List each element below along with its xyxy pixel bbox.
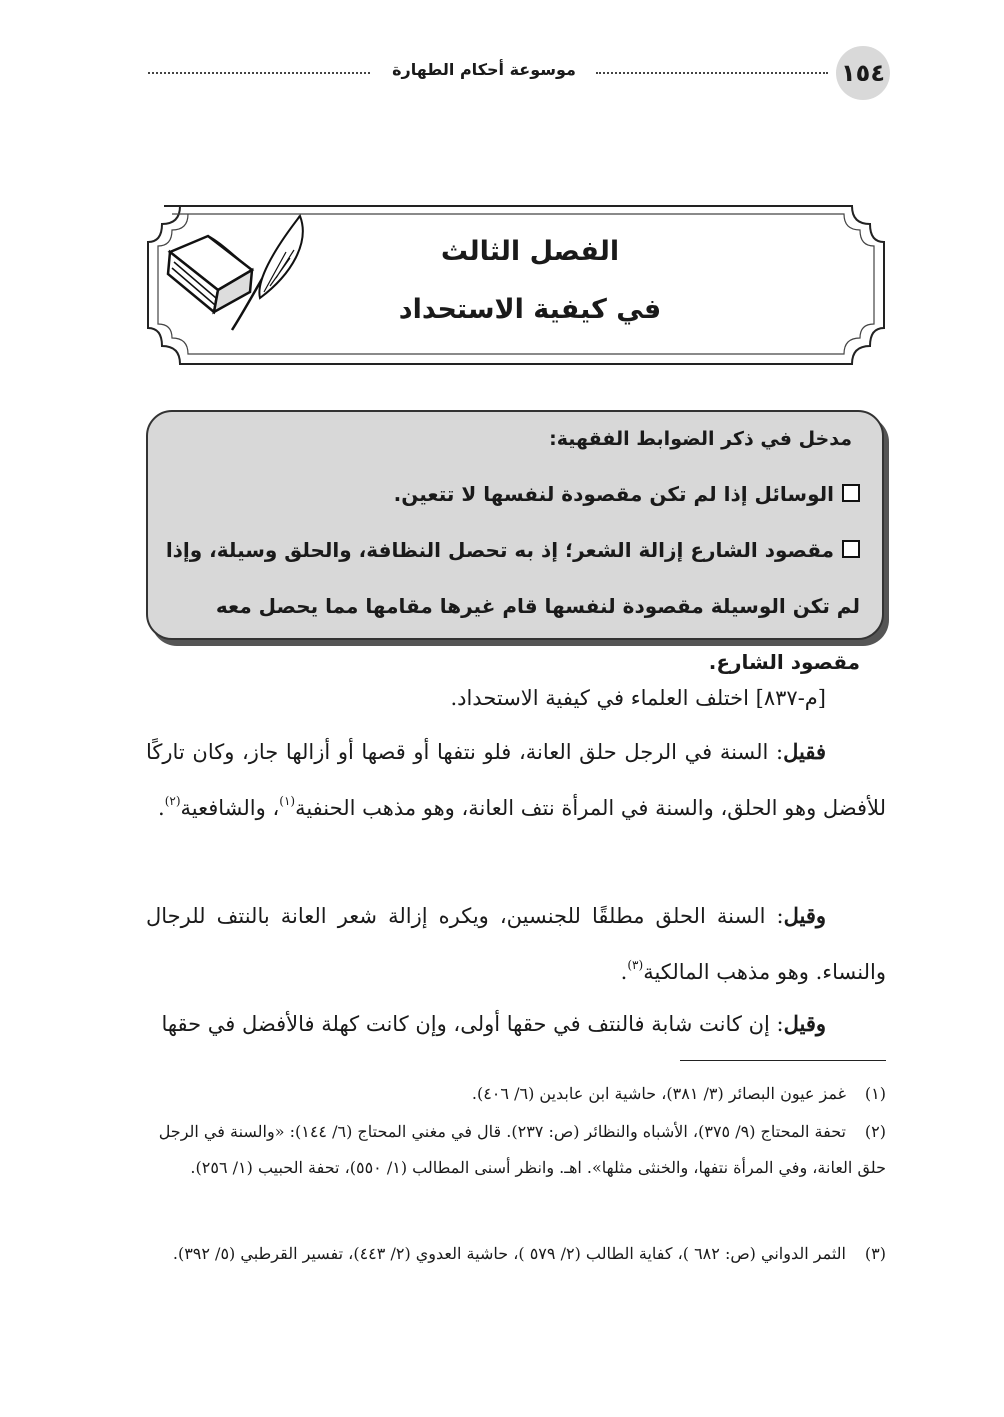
footnote-text: الثمر الدواني (ص: ٦٨٢ )، كفاية الطالب (٢/ ٥٧٩ )، حاشية العدوي (٢/ ٤٤٣)، تفسير القرطبي (٥/ ٣٩٢).	[172, 1244, 846, 1263]
rule-item	[170, 466, 860, 522]
opinion-lead: فقيل	[783, 739, 826, 764]
rule-text: مقصود الشارع إزالة الشعر؛ إذ به تحصل النظافة، والحلق وسيلة، وإذا لم تكن الوسيلة مقصودة لنفسها قام غيرها مقامها مما يحصل معه مقصود الشارع.	[165, 538, 860, 674]
footnote-text: غمز عيون البصائر (٣/ ٣٨١)، حاشية ابن عابدين (٦/ ٤٠٦).	[471, 1084, 846, 1103]
opinion-text-end: .	[620, 960, 628, 984]
opinion-text-end: .	[158, 796, 165, 820]
footnote-ref[interactable]: (٢)	[164, 794, 181, 808]
footnote-separator	[680, 1060, 886, 1061]
checkbox-bullet-icon	[842, 484, 860, 502]
rule-text: الوسائل إذا لم تكن مقصودة لنفسها لا تتعين.	[393, 482, 834, 506]
running-title: موسوعة أحكام الطهارة	[392, 60, 576, 79]
footnote	[146, 1236, 886, 1272]
chapter-title: الفصل الثالث	[440, 236, 620, 267]
intro-paragraph: [م-٨٣٧] اختلف العلماء في كيفية الاستحداد.	[450, 686, 826, 710]
opinion-text: : إن كانت شابة فالنتف في حقها أولى، وإن كانت كهلة فالأفضل في حقها	[161, 1012, 784, 1036]
header-dotted-rule-right	[596, 72, 828, 74]
opinion-text: : السنة الحلق مطلقًا للجنسين، ويكره إزالة شعر العانة بالنتف للرجال والنساء. وهو مذهب المالكية	[146, 904, 886, 984]
opinion-lead: وقيل	[783, 1011, 826, 1036]
rules-heading: مدخل في ذكر الضوابط الفقهية:	[549, 428, 852, 450]
fiqh-rules-box	[146, 410, 884, 674]
rule-item	[160, 522, 860, 690]
opinion-lead: وقيل	[783, 903, 826, 928]
checkbox-bullet-icon	[842, 540, 860, 558]
footnote-number: (٢)	[864, 1122, 886, 1141]
opinion-paragraph-2	[146, 888, 886, 1000]
opinion-paragraph-1	[146, 724, 886, 836]
header-dotted-rule-left	[148, 72, 370, 74]
chapter-subtitle: في كيفية الاستحداد	[398, 294, 662, 325]
opinion-paragraph-3	[146, 996, 886, 1052]
page-number-badge: ١٥٤	[836, 46, 890, 100]
opinion-text: ، والشافعية	[180, 796, 280, 820]
footnote-ref[interactable]: (٣)	[627, 958, 644, 972]
footnote-ref[interactable]: (١)	[279, 794, 296, 808]
footnote	[146, 1076, 886, 1112]
footnote-text: تحفة المحتاج (٩/ ٣٧٥)، الأشباه والنظائر (ص: ٢٣٧). قال في مغني المحتاج (٦/ ١٤٤): «والسنة في الرجل حلق العانة، وفي المرأة نتفها، والخنثى مثلها». اهـ. وانظر أسنى المطالب (١/ ٥٥٠)، تحفة الحبيب (١/ ٢٥٦).	[158, 1122, 886, 1177]
book-and-quill-icon	[160, 212, 310, 342]
footnote-number: (٣)	[864, 1244, 886, 1263]
opinion-text: : السنة في الرجل حلق العانة، فلو نتفها أو قصها أو أزالها جاز، وكان تاركًا للأفضل وهو الحلق، والسنة في المرأة نتف العانة، وهو مذهب الحنفية	[146, 740, 886, 820]
footnote	[146, 1114, 886, 1186]
footnote-number: (١)	[864, 1084, 886, 1103]
